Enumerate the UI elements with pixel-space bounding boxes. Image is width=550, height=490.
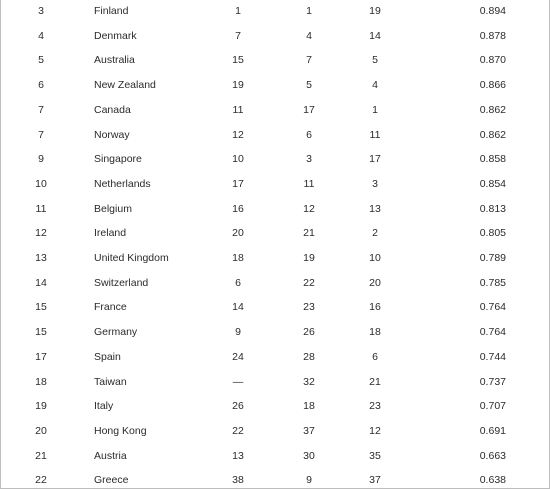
index-score-cell: 0.862 [479, 128, 506, 141]
index-score-cell: 0.813 [479, 202, 506, 215]
score-b-cell: 9 [306, 474, 312, 487]
rank-cell: 14 [35, 276, 47, 289]
index-score-cell: 0.764 [479, 326, 506, 339]
table-row [1, 48, 549, 73]
country-cell: Italy [94, 400, 114, 413]
table-row [1, 320, 549, 345]
score-b-cell: 7 [306, 54, 312, 67]
table-row [1, 370, 549, 395]
index-score-cell: 0.737 [479, 375, 506, 388]
country-cell: Australia [94, 54, 135, 67]
rank-cell: 12 [35, 227, 47, 240]
country-cell: Hong Kong [94, 424, 147, 437]
score-c-cell: 17 [369, 153, 381, 166]
score-c-cell: 21 [369, 375, 381, 388]
country-cell: United Kingdom [94, 252, 169, 264]
index-score-cell: 0.858 [479, 153, 506, 166]
rank-cell: 22 [35, 474, 47, 487]
score-a-cell: 11 [232, 103, 244, 116]
score-c-cell: 12 [369, 424, 381, 437]
country-cell: Spain [94, 350, 121, 363]
country-cell: Switzerland [94, 276, 149, 289]
score-c-cell: 10 [369, 252, 381, 264]
score-a-cell: 15 [232, 54, 244, 67]
score-a-cell: 19 [232, 79, 244, 92]
score-b-cell: 6 [306, 128, 312, 141]
rank-cell: 15 [35, 301, 47, 314]
score-c-cell: 2 [372, 227, 378, 240]
rank-cell: 13 [35, 252, 47, 264]
rank-cell: 4 [38, 29, 44, 42]
score-a-cell: 10 [232, 153, 244, 166]
score-b-cell: 12 [303, 202, 315, 215]
score-b-cell: 23 [303, 301, 315, 314]
score-b-cell: 22 [303, 276, 315, 289]
country-cell: New Zealand [94, 79, 156, 92]
rank-cell: 10 [35, 177, 47, 190]
score-a-cell: 38 [232, 474, 244, 487]
table-row [1, 246, 549, 271]
score-c-cell: 35 [369, 449, 381, 462]
score-a-cell: 13 [232, 449, 244, 462]
rank-cell: 20 [35, 424, 47, 437]
index-score-cell: 0.870 [479, 54, 506, 67]
score-b-cell: 21 [303, 227, 315, 240]
score-a-cell: 17 [232, 177, 244, 190]
score-b-cell: 1 [306, 5, 312, 17]
score-a-cell: 16 [232, 202, 244, 215]
score-b-cell: 18 [303, 400, 315, 413]
table-row [1, 444, 549, 469]
score-c-cell: 5 [372, 54, 378, 67]
index-score-cell: 0.805 [479, 227, 506, 240]
score-b-cell: 30 [303, 449, 315, 462]
score-c-cell: 20 [369, 276, 381, 289]
score-a-cell: 6 [235, 276, 241, 289]
country-cell: Netherlands [94, 177, 151, 190]
index-score-cell: 0.638 [479, 474, 506, 487]
rank-cell: 15 [35, 326, 47, 339]
index-score-cell: 0.691 [479, 424, 506, 437]
country-cell: Belgium [94, 202, 132, 215]
rank-cell: 17 [35, 350, 47, 363]
table-row [1, 0, 549, 24]
index-score-cell: 0.663 [479, 449, 506, 462]
table-row [1, 468, 549, 489]
table-row [1, 24, 549, 49]
score-a-cell: 9 [235, 326, 241, 339]
score-b-cell: 11 [303, 177, 315, 190]
table-row [1, 221, 549, 246]
score-c-cell: 14 [369, 29, 381, 42]
score-a-cell: — [232, 375, 244, 388]
score-b-cell: 28 [303, 350, 315, 363]
score-b-cell: 4 [306, 29, 312, 42]
rank-cell: 18 [35, 375, 47, 388]
score-a-cell: 18 [232, 252, 244, 264]
score-c-cell: 11 [369, 128, 381, 141]
table-row [1, 123, 549, 148]
score-b-cell: 17 [303, 103, 315, 116]
table-row [1, 147, 549, 172]
country-cell: Finland [94, 5, 129, 17]
score-a-cell: 12 [232, 128, 244, 141]
table-row [1, 419, 549, 444]
rank-cell: 7 [38, 103, 44, 116]
rank-cell: 11 [35, 202, 47, 215]
index-score-cell: 0.894 [479, 5, 506, 17]
table-row [1, 73, 549, 98]
score-a-cell: 1 [235, 5, 241, 17]
table-row [1, 271, 549, 296]
score-b-cell: 26 [303, 326, 315, 339]
score-b-cell: 32 [303, 375, 315, 388]
score-c-cell: 13 [369, 202, 381, 215]
country-cell: Canada [94, 103, 131, 116]
table-row [1, 295, 549, 320]
score-a-cell: 14 [232, 301, 244, 314]
score-a-cell: 26 [232, 400, 244, 413]
score-c-cell: 4 [372, 79, 378, 92]
country-cell: Norway [94, 128, 130, 141]
index-score-cell: 0.785 [479, 276, 506, 289]
score-a-cell: 22 [232, 424, 244, 437]
rank-cell: 6 [38, 79, 44, 92]
score-b-cell: 3 [306, 153, 312, 166]
score-c-cell: 3 [372, 177, 378, 190]
country-cell: Greece [94, 474, 129, 487]
table-row [1, 394, 549, 419]
country-cell: France [94, 301, 127, 314]
rank-cell: 7 [38, 128, 44, 141]
index-score-cell: 0.744 [479, 350, 506, 363]
rank-cell: 3 [38, 5, 44, 17]
rank-cell: 5 [38, 54, 44, 67]
score-a-cell: 7 [235, 29, 241, 42]
score-c-cell: 16 [369, 301, 381, 314]
country-cell: Singapore [94, 153, 142, 166]
index-score-cell: 0.878 [479, 29, 506, 42]
rank-cell: 21 [35, 449, 47, 462]
index-score-cell: 0.862 [479, 103, 506, 116]
table-row [1, 345, 549, 370]
score-c-cell: 6 [372, 350, 378, 363]
score-c-cell: 23 [369, 400, 381, 413]
index-score-cell: 0.707 [479, 400, 506, 413]
country-cell: Austria [94, 449, 127, 462]
rank-cell: 19 [35, 400, 47, 413]
country-cell: Germany [94, 326, 138, 339]
score-c-cell: 18 [369, 326, 381, 339]
score-a-cell: 24 [232, 350, 244, 363]
rank-cell: 9 [38, 153, 44, 166]
index-score-cell: 0.789 [479, 252, 506, 264]
table-row [1, 98, 549, 123]
score-b-cell: 37 [303, 424, 315, 437]
score-b-cell: 5 [306, 79, 312, 92]
country-cell: Ireland [94, 227, 127, 240]
score-c-cell: 37 [369, 474, 381, 487]
score-c-cell: 19 [369, 5, 381, 17]
score-b-cell: 19 [303, 252, 315, 264]
index-score-cell: 0.866 [479, 79, 506, 92]
country-cell: Taiwan [94, 375, 127, 388]
table-row [1, 172, 549, 197]
score-c-cell: 1 [372, 103, 378, 116]
score-a-cell: 20 [232, 227, 244, 240]
index-score-cell: 0.854 [479, 177, 506, 190]
country-cell: Denmark [94, 29, 137, 42]
index-score-cell: 0.764 [479, 301, 506, 314]
table-row [1, 197, 549, 222]
